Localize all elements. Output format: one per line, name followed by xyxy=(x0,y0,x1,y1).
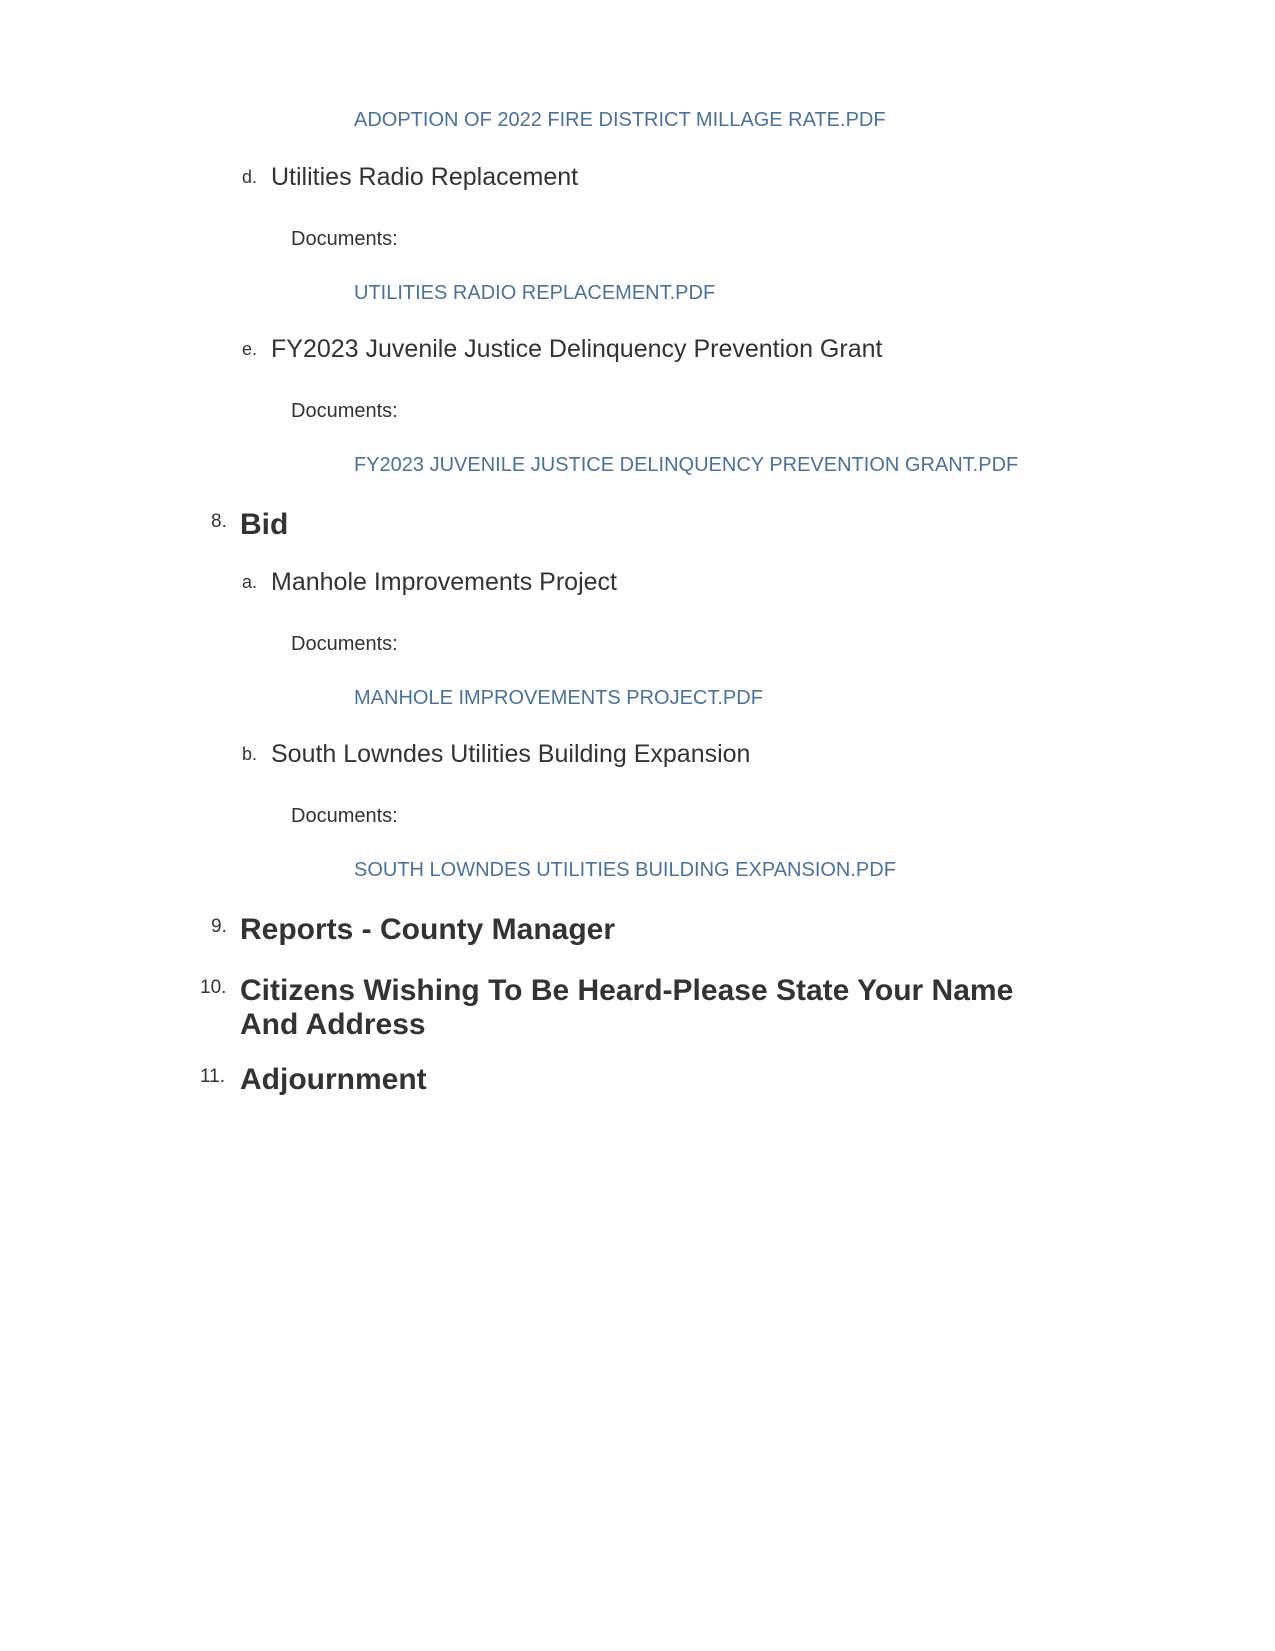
section-9-marker: 9. xyxy=(211,916,227,937)
section-8-marker: 8. xyxy=(211,511,227,532)
section-8-title: Bid xyxy=(240,508,289,541)
section-11-marker: 11. xyxy=(200,1066,226,1087)
item-8b-marker: b. xyxy=(242,744,258,764)
item-e-documents-label: Documents: xyxy=(291,400,398,422)
item-8b-title: South Lowndes Utilities Building Expansion xyxy=(271,740,751,768)
utilities-radio-replacement-pdf-link[interactable]: UTILITIES RADIO REPLACEMENT.PDF xyxy=(354,282,716,304)
fy2023-juvenile-justice-grant-pdf-link[interactable]: FY2023 JUVENILE JUSTICE DELINQUENCY PREVENTION GRANT.PDF xyxy=(354,454,1019,476)
item-d-marker: d. xyxy=(242,167,258,187)
item-d-title: Utilities Radio Replacement xyxy=(271,163,579,191)
section-10-title-line-1: Citizens Wishing To Be Heard-Please State Your Name xyxy=(240,974,1014,1007)
manhole-improvements-project-pdf-link[interactable]: MANHOLE IMPROVEMENTS PROJECT.PDF xyxy=(354,687,763,709)
item-8a-title: Manhole Improvements Project xyxy=(271,568,617,596)
section-10-marker: 10. xyxy=(200,977,227,998)
item-e-marker: e. xyxy=(242,339,258,359)
adoption-fire-district-millage-rate-pdf-link[interactable]: ADOPTION OF 2022 FIRE DISTRICT MILLAGE RATE.PDF xyxy=(354,109,886,131)
item-d-documents-label: Documents: xyxy=(291,228,398,250)
south-lowndes-utilities-building-expansion-pdf-link[interactable]: SOUTH LOWNDES UTILITIES BUILDING EXPANSION.PDF xyxy=(354,859,896,881)
section-11-title: Adjournment xyxy=(240,1063,427,1096)
item-8a-documents-label: Documents: xyxy=(291,633,398,655)
item-8a-marker: a. xyxy=(242,572,258,592)
section-9-title: Reports - County Manager xyxy=(240,913,616,946)
section-10-title-line-2: And Address xyxy=(240,1008,426,1041)
item-8b-documents-label: Documents: xyxy=(291,805,398,827)
item-e-title: FY2023 Juvenile Justice Delinquency Prevention Grant xyxy=(271,335,883,363)
